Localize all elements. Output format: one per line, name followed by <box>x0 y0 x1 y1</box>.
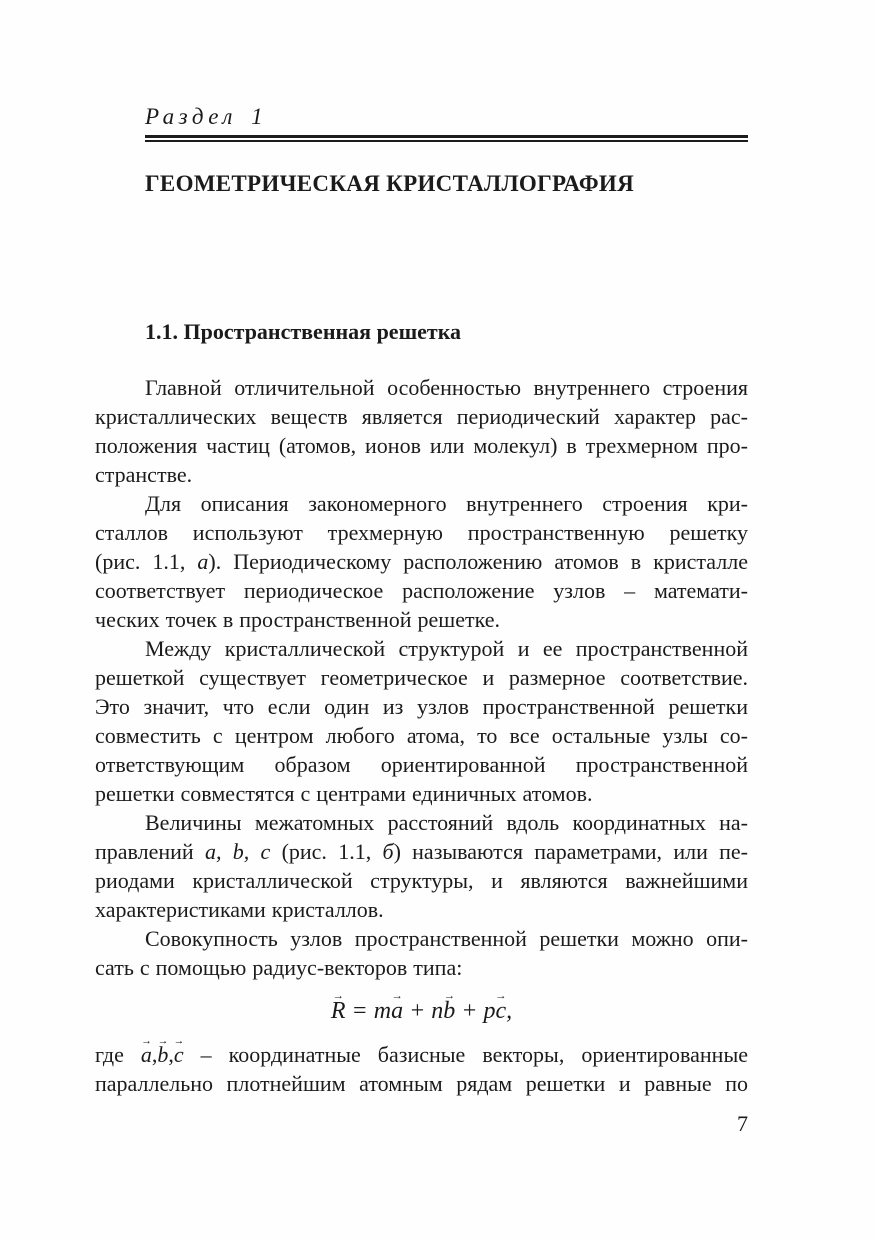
paragraph-3 <box>95 634 748 808</box>
text-line: риодами кристаллической структуры, и являются важнейшими <box>95 867 748 893</box>
text-line: Главной отличительной особенностью внутреннего строения <box>145 374 748 400</box>
text-segment: , <box>168 1041 174 1067</box>
text-line: характеристиками кристаллов. <box>95 896 384 922</box>
text-line: совместить с центром любого атома, то все остальные узлы со- <box>95 722 748 748</box>
text-segment: , <box>151 1041 158 1067</box>
vector-c: c → <box>495 996 506 1026</box>
section-label: Раздел 1 <box>145 104 268 129</box>
text-line: параллельно плотнейшим атомным рядам решетки и равные по <box>95 1070 748 1096</box>
vector-c: c → <box>174 1040 184 1069</box>
vector-a: a → <box>141 1040 152 1069</box>
section-heading: 1.1. Пространственная решетка <box>145 318 462 344</box>
text-segment: ). Периодическому расположению атомов в кристалле <box>208 548 748 574</box>
text-line: решеткой существует геометрическое и размерное соответствие. <box>95 664 748 690</box>
formula-segment: = m <box>345 997 392 1024</box>
text-segment: ) называются параметрами, или пе- <box>393 838 748 864</box>
text-segment: правлений <box>95 838 205 864</box>
text-line: Совокупность узлов пространственной решетки можно опи- <box>145 925 748 951</box>
text-line: положения частиц (атомов, ионов или молекул) в трехмерном про- <box>95 432 748 458</box>
figure-letter-italic: б <box>382 838 394 864</box>
text-segment: (рис. 1.1, <box>270 838 383 864</box>
page-number: 7 <box>737 1110 748 1136</box>
axis-letters-italic: a, b, c <box>204 838 271 864</box>
text-line: соответствует периодическое расположение узлов – математи- <box>95 577 748 603</box>
paragraph-2 <box>95 489 748 634</box>
formula-segment: + n <box>403 997 444 1024</box>
text-segment: (рис. 1.1, <box>95 548 198 574</box>
page-content <box>95 0 748 1138</box>
text-line: Это значит, что если один из узлов пространственной решетки <box>95 693 748 719</box>
vector-a: a → <box>391 996 403 1026</box>
text-line: ответствующим образом ориентированной пространственной <box>95 751 748 777</box>
text-line: кристаллических веществ является периодический характер рас- <box>95 403 748 429</box>
text-line: Между кристаллической структурой и ее пространственной <box>145 635 748 661</box>
text-segment: где <box>95 1041 141 1067</box>
vector-b: b → <box>443 996 455 1026</box>
vector-R: R → <box>331 996 346 1026</box>
double-rule-divider <box>145 135 748 142</box>
formula-segment: , <box>506 997 513 1024</box>
text-line: Величины межатомных расстояний вдоль координатных на- <box>145 809 748 835</box>
vector-b: b → <box>157 1040 168 1069</box>
radius-vector-formula <box>95 996 748 1026</box>
text-line: Для описания закономерного внутреннего строения кри- <box>145 490 748 516</box>
text-segment: – координатные базисные векторы, ориентированные <box>183 1041 748 1067</box>
paragraph-4 <box>95 808 748 924</box>
paragraph-6 <box>95 1040 748 1098</box>
chapter-title: ГЕОМЕТРИЧЕСКАЯ КРИСТАЛЛОГРАФИЯ <box>145 170 635 196</box>
text-line: сталлов используют трехмерную пространственную решетку <box>95 519 748 545</box>
formula-segment: + p <box>455 997 496 1024</box>
text-line: странстве. <box>95 461 193 487</box>
paragraph-5 <box>95 924 748 982</box>
text-line: ческих точек в пространственной решетке. <box>95 606 500 632</box>
text-line <box>95 1040 748 1069</box>
text-line: решетки совместятся с центрами единичных атомов. <box>95 780 593 806</box>
text-line: сать с помощью радиус-векторов типа: <box>95 954 463 980</box>
paragraph-1 <box>95 373 748 489</box>
text-line <box>95 547 748 576</box>
text-line <box>95 837 748 866</box>
figure-letter-italic: а <box>197 548 209 574</box>
rule-bottom-line <box>145 140 748 142</box>
